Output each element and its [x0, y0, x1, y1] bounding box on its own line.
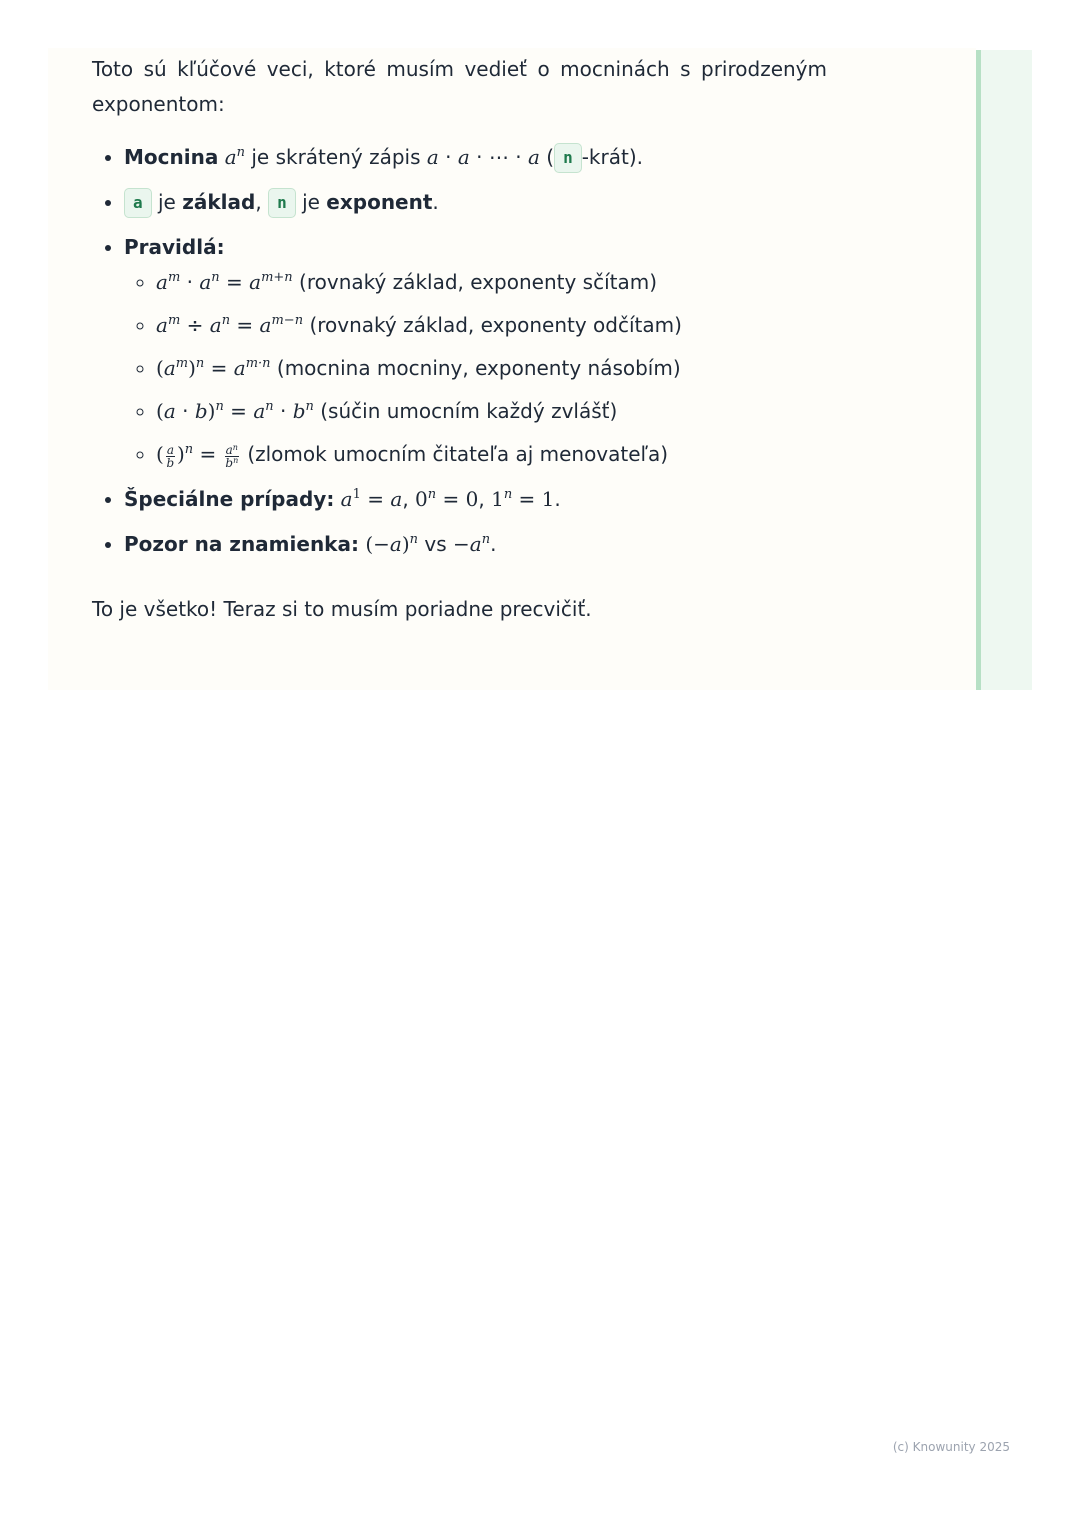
- rule-item: ◦ $a^m \div a^n = a^{m-n}$ (rovnaký základ, exponenty odčítam): [156, 308, 827, 343]
- intro-paragraph: Toto sú kľúčové veci, ktoré musím vedieť o mocninách s prirodzeným exponentom:: [92, 57, 827, 116]
- copyright-footer: (c) Knowunity 2025: [892, 1440, 1010, 1454]
- fraction-a-b: $\frac{a}{b}$: [166, 443, 175, 470]
- code-n: n: [554, 143, 582, 173]
- code-a: a: [124, 188, 152, 218]
- code-n: n: [268, 188, 296, 218]
- key-points-list: [92, 140, 827, 562]
- list-item: • Špeciálne prípady: $a^1 = a$, $0^n = 0$, $1^n = 1$.: [124, 482, 827, 517]
- list-item: • a je základ, n je exponent.: [124, 185, 827, 220]
- rules-list: [124, 265, 827, 472]
- rule-item: ◦ $(a^m)^n = a^{m\cdot n}$ (mocnina mocniny, exponenty násobím): [156, 351, 827, 386]
- fraction-an-bn: $\frac{a^n}{b^n}$: [225, 443, 239, 470]
- rule-item: ◦ ( $\frac{a}{b}$ )$^n$ = $\frac{a^n}{b^n}$ (zlomok umocním čitateľa aj menovateľa): [156, 437, 827, 472]
- closing-paragraph: To je všetko! Teraz si to musím poriadne precvičiť.: [92, 597, 592, 621]
- list-item: • Mocnina $a^n$ je skrátený zápis a · a · ⋯ · a ( n -krát).: [124, 140, 827, 175]
- rule-item: ◦ $a^m \cdot a^n = a^{m+n}$ (rovnaký základ, exponenty sčítam): [156, 265, 827, 300]
- list-item: • Pozor na znamienka: $(-a)^n$ vs $-a^n$.: [124, 527, 827, 562]
- document-body: [92, 52, 827, 627]
- rule-item: ◦ $(a \cdot b)^n = a^n \cdot b^n$ (súčin umocním každý zvlášť): [156, 394, 827, 429]
- list-item: • Pravidlá: ◦ $a^m \cdot a^n = a^{m+n}$ (rovnaký základ, exponenty sčítam) ◦ $a^m \div a^n = a^{m-n}$ (rovnaký základ, exponenty odčítam) ◦ $(a^m)^n = a^{m\cdot n}$ (mocnina mocniny, exponenty násobím) ◦ $(a \cdot b)^n = a^n \cdot b^n$ (súčin umocním každý zvlášť) ◦ ( $\frac{a}{b}$ )$^n$ = $\frac{a^n}{b^n}$ (zlomok umocním čitateľa aj menovateľa): [124, 230, 827, 472]
- side-accent-strip: [976, 50, 1032, 690]
